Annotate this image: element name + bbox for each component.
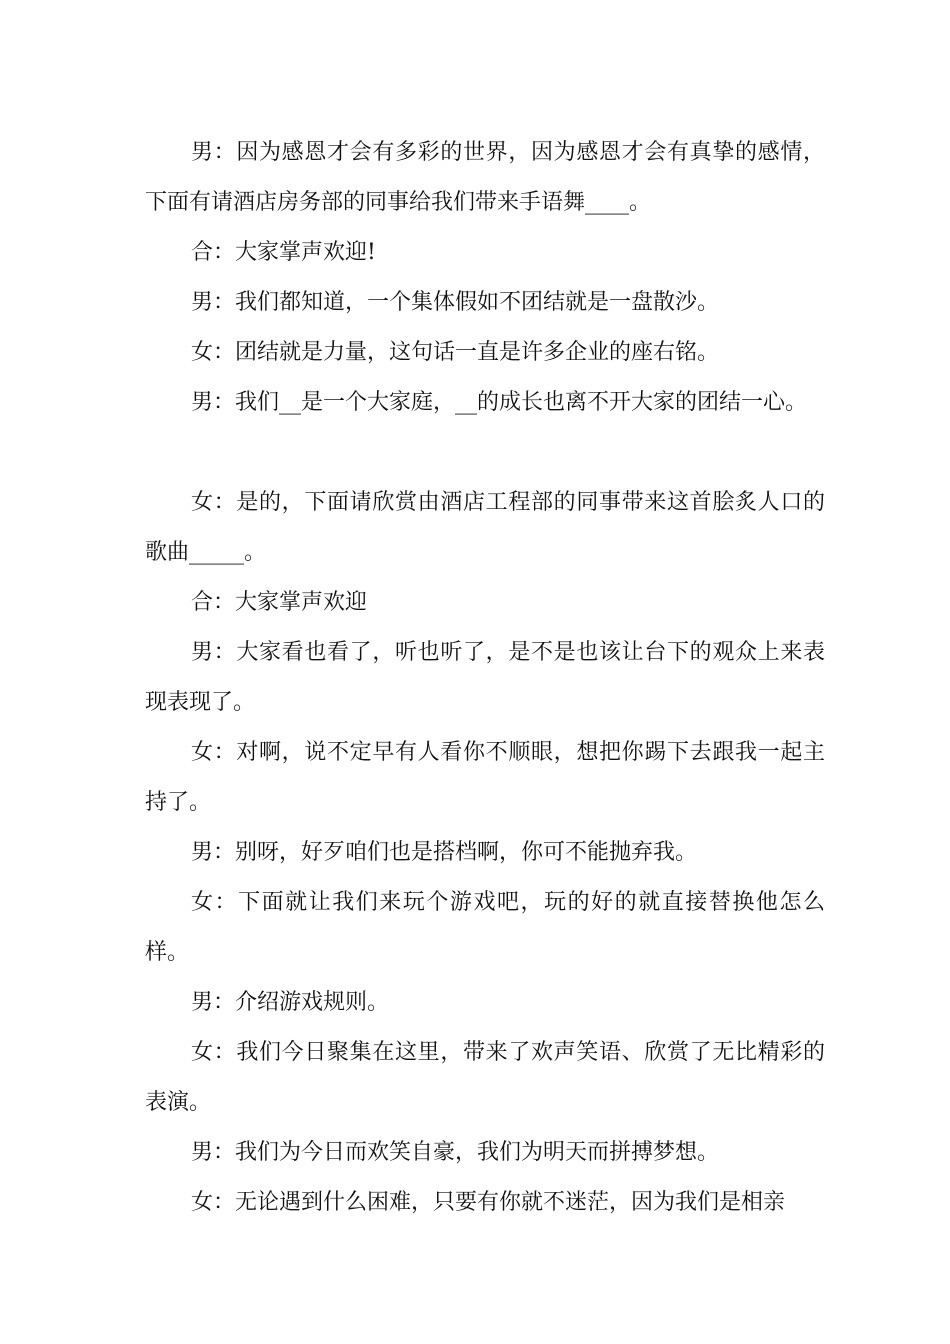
paragraph: 合：大家掌声欢迎! [191, 240, 376, 265]
paragraph: 女：是的，下面请欣赏由酒店工程部的同事带来这首脍炙人口的歌曲_____。 [145, 490, 825, 565]
paragraph-gap [145, 428, 825, 478]
paragraph: 男：我们都知道，一个集体假如不团结就是一盘散沙。 [191, 290, 720, 315]
paragraph: 女：下面就让我们来玩个游戏吧，玩的好的就直接替换他怎么样。 [145, 890, 825, 965]
paragraph: 男：别呀，好歹咱们也是搭档啊，你可不能抛弃我。 [191, 840, 698, 865]
paragraph: 男：因为感恩才会有多彩的世界，因为感恩才会有真挚的感情，下面有请酒店房务部的同事给我们带来手语舞____。 [145, 140, 825, 215]
paragraph: 女：我们今日聚集在这里，带来了欢声笑语、欣赏了无比精彩的表演。 [145, 1040, 825, 1115]
paragraph: 男：我们__是一个大家庭，__的成长也离不开大家的团结一心。 [191, 390, 808, 415]
document-body [145, 128, 825, 1228]
paragraph: 合：大家掌声欢迎 [191, 590, 368, 615]
paragraph: 女：团结就是力量，这句话一直是许多企业的座右铭。 [191, 340, 720, 365]
paragraph: 男：介绍游戏规则。 [191, 990, 390, 1015]
paragraph: 女：对啊，说不定早有人看你不顺眼，想把你踢下去跟我一起主持了。 [145, 740, 825, 815]
paragraph: 女：无论遇到什么困难，只要有你就不迷茫，因为我们是相亲 [191, 1190, 786, 1215]
paragraph: 男：大家看也看了，听也听了，是不是也该让台下的观众上来表现表现了。 [145, 640, 825, 715]
paragraph: 男：我们为今日而欢笑自豪，我们为明天而拼搏梦想。 [191, 1140, 720, 1165]
